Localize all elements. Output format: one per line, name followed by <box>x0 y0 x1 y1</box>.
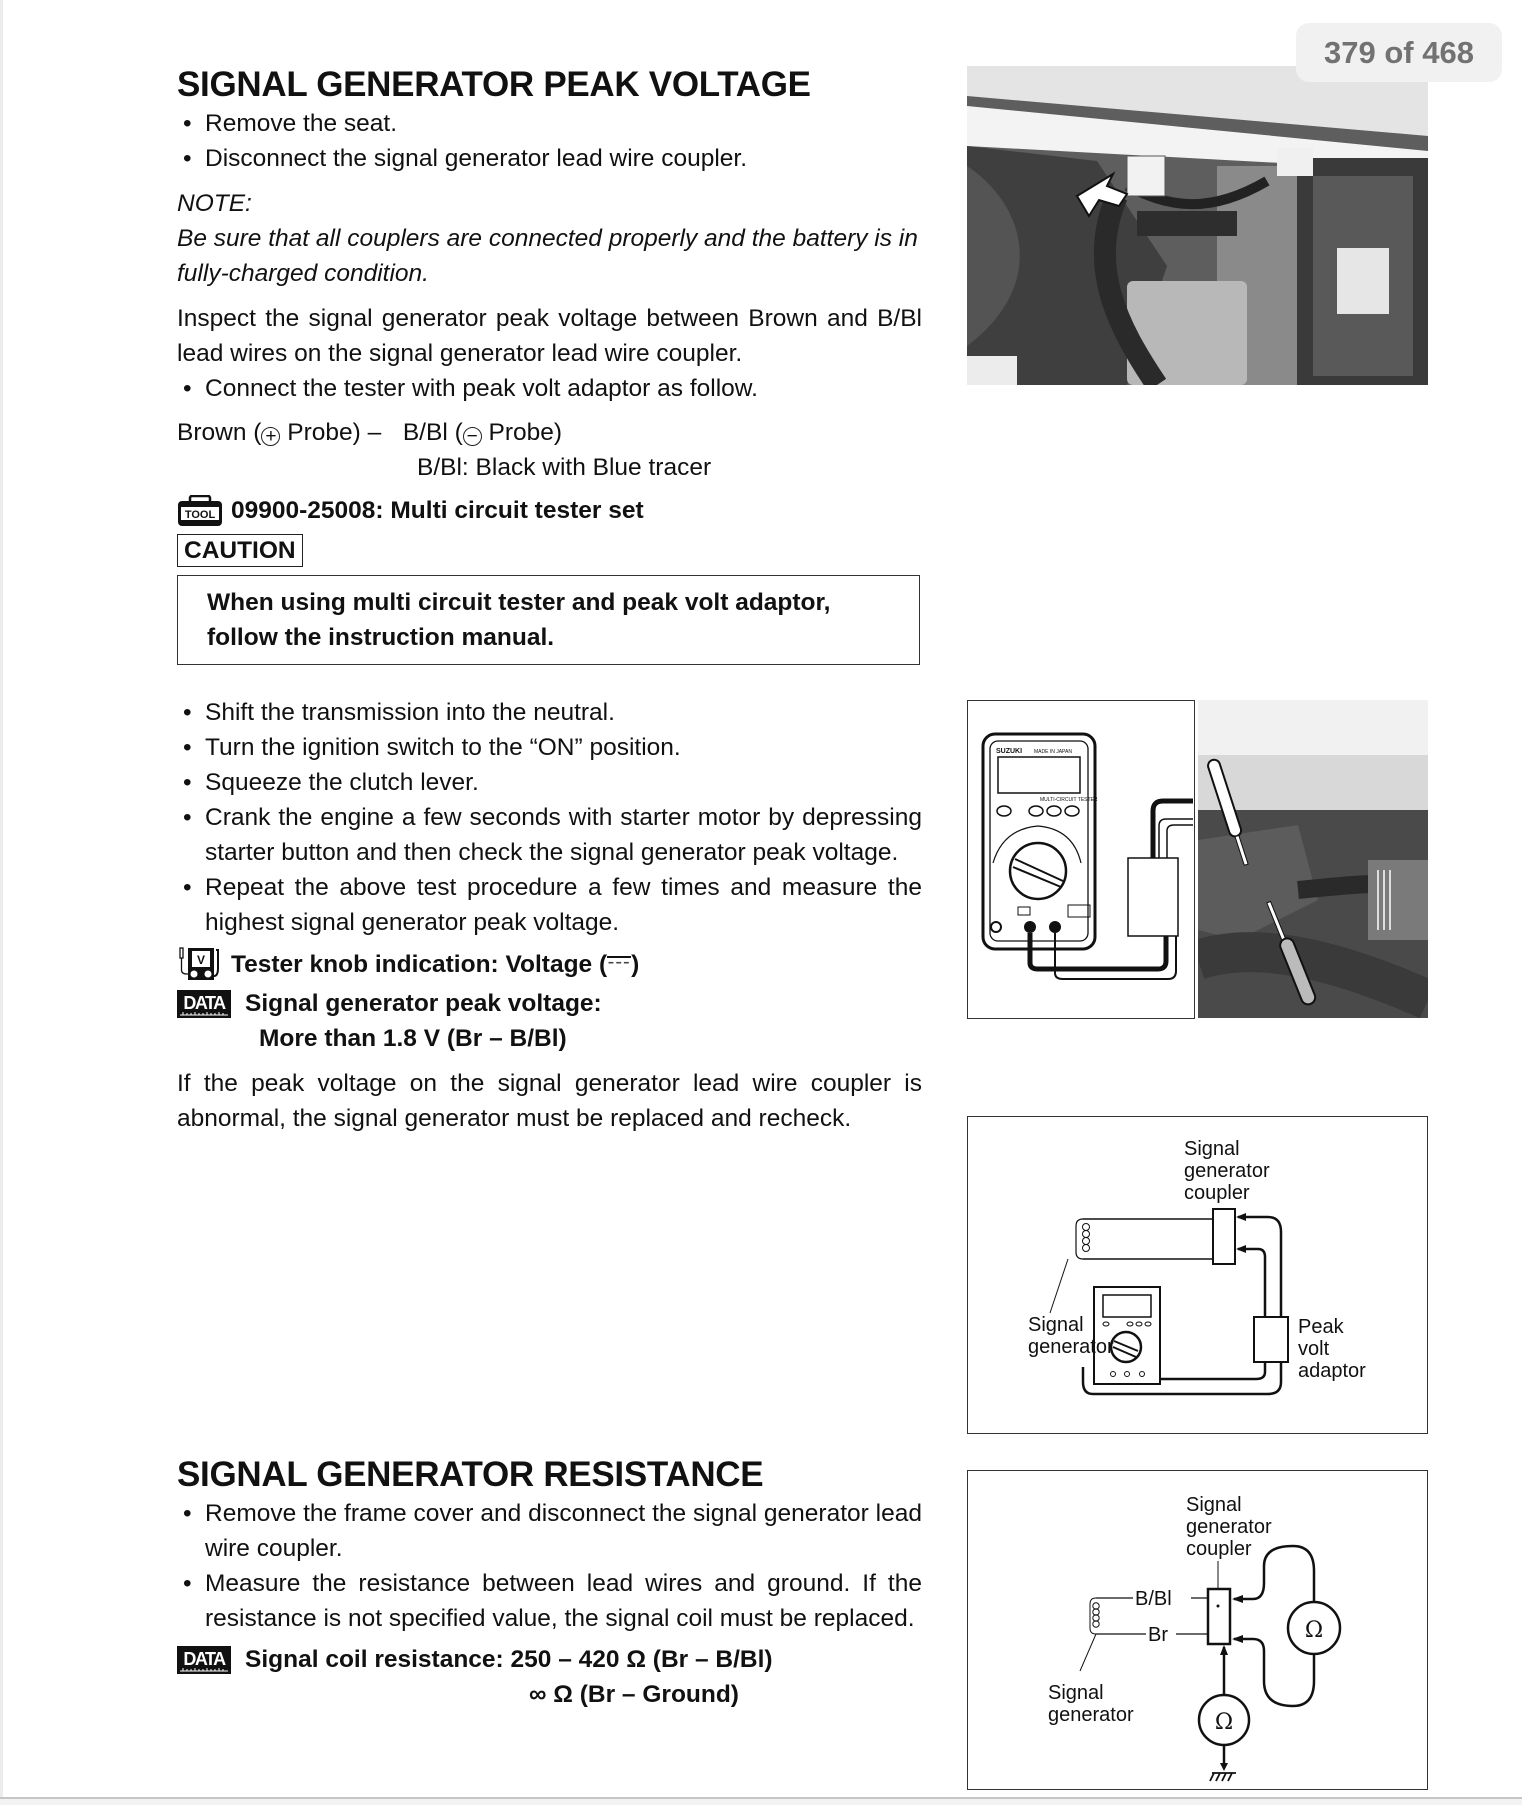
photo-probes-in-coupler <box>1198 700 1428 1018</box>
spec-label: Signal coil resistance: <box>245 1646 511 1673</box>
svg-text:adaptor: adaptor <box>1298 1360 1366 1382</box>
step-remove-frame-cover: • Remove the frame cover and disconnect the signal generator lead wire coupler. <box>177 1496 922 1566</box>
viewer-left-edge <box>0 0 3 1803</box>
svg-text:V: V <box>196 953 206 967</box>
spec-value-br-bbl: 250 – 420 Ω (Br – B/Bl) <box>510 1646 773 1673</box>
minus-probe-icon: − <box>463 427 482 446</box>
multimeter-icon <box>177 946 223 982</box>
svg-text:DATA: DATA <box>183 993 225 1013</box>
svg-text:SUZUKI: SUZUKI <box>996 748 1023 755</box>
tester-connection-illustration <box>967 700 1195 1019</box>
section-resistance <box>177 1456 922 1712</box>
svg-text:volt: volt <box>1298 1338 1330 1360</box>
caution-text: When using multi circuit tester and peak volt adaptor, follow the instruction manual. <box>207 589 831 651</box>
spec-value: More than 1.8 V (Br – B/Bl) <box>259 1025 567 1052</box>
step-connect-tester: • Connect the tester with peak volt adaptor as follow. <box>177 371 922 406</box>
coupler-photo-illustration <box>967 66 1428 385</box>
data-spec-icon <box>177 990 231 1018</box>
special-tool-line <box>177 493 922 528</box>
note-label: NOTE: <box>177 190 252 217</box>
section-peak-voltage <box>177 66 922 1136</box>
step-ignition-on: • Turn the ignition switch to the “ON” position. <box>177 730 922 765</box>
svg-text:Signal: Signal <box>1048 1682 1104 1704</box>
svg-text:generator: generator <box>1048 1704 1134 1726</box>
resistance-circuit-diagram <box>968 1471 1426 1788</box>
probe-photo-illustration <box>1198 700 1428 1018</box>
caution-label: CAUTION <box>177 534 303 567</box>
svg-text:Ω: Ω <box>1214 1710 1234 1735</box>
step-measure-resistance: • Measure the resistance between lead wires and ground. If the resistance is not specified value, the signal coil must be replaced. <box>177 1566 922 1636</box>
svg-text:Peak: Peak <box>1298 1316 1344 1338</box>
data-spec-icon <box>177 1646 231 1674</box>
note-text: Be sure that all couplers are connected properly and the battery is in fully-charged condition. <box>177 225 918 287</box>
tester-knob-text: Tester knob indication: Voltage (---) <box>231 950 640 978</box>
plus-probe-icon: + <box>261 427 280 446</box>
svg-text:Signal: Signal <box>1186 1494 1242 1516</box>
step-squeeze-clutch: • Squeeze the clutch lever. <box>177 765 922 800</box>
step-repeat-test: • Repeat the above test procedure a few times and measure the highest signal generator peak voltage. <box>177 870 922 940</box>
svg-text:Ω: Ω <box>1304 1618 1324 1643</box>
diagram-peak-voltage-circuit <box>967 1116 1428 1434</box>
multimeter-illustration <box>968 701 1193 1017</box>
svg-text:B/Bl: B/Bl <box>1135 1588 1172 1610</box>
tester-knob-line <box>177 946 922 982</box>
photo-coupler-location <box>967 66 1428 385</box>
step-neutral: • Shift the transmission into the neutral. <box>177 695 922 730</box>
svg-text:coupler: coupler <box>1184 1182 1250 1204</box>
test-procedure-steps <box>177 695 922 940</box>
spec-label: Signal generator peak voltage: <box>245 990 602 1017</box>
coil-resistance-spec <box>177 1642 922 1712</box>
svg-text:MULTI-CIRCUIT TESTER: MULTI-CIRCUIT TESTER <box>1040 797 1098 803</box>
wire-color-legend: B/Bl: Black with Blue tracer <box>417 454 712 481</box>
svg-text:TOOL: TOOL <box>184 508 216 521</box>
conclusion-paragraph: If the peak voltage on the signal generator lead wire coupler is abnormal, the signal generator must be replaced and recheck. <box>177 1070 922 1132</box>
tool-part-number: 09900-25008: Multi circuit tester set <box>231 497 644 524</box>
inspect-paragraph: Inspect the signal generator peak voltage between Brown and B/Bl lead wires on the signal generator lead wire coupler. <box>177 305 922 367</box>
caution-panel <box>177 575 920 665</box>
svg-text:Signal: Signal <box>1184 1138 1240 1160</box>
svg-text:generator: generator <box>1184 1160 1270 1182</box>
svg-text:generator: generator <box>1186 1516 1272 1538</box>
step-crank-engine: • Crank the engine a few seconds with starter motor by depressing starter button and then check the signal generator peak voltage. <box>177 800 922 870</box>
peak-voltage-spec <box>177 986 922 1056</box>
dc-voltage-icon: --- <box>607 950 631 973</box>
tool-box-icon <box>177 495 223 527</box>
page-indicator: 379 of 468 <box>1296 23 1502 82</box>
svg-text:generator: generator <box>1028 1336 1114 1358</box>
svg-text:Signal: Signal <box>1028 1314 1084 1336</box>
peak-voltage-circuit-diagram <box>968 1117 1426 1432</box>
svg-text:Br: Br <box>1148 1624 1168 1646</box>
svg-text:coupler: coupler <box>1186 1538 1252 1560</box>
viewer-bottom-edge <box>0 1797 1522 1805</box>
section-title-resistance: SIGNAL GENERATOR RESISTANCE <box>177 1455 764 1494</box>
svg-text:MADE IN JAPAN: MADE IN JAPAN <box>1034 749 1072 755</box>
section-title-peak-voltage: SIGNAL GENERATOR PEAK VOLTAGE <box>177 65 811 104</box>
diagram-resistance-circuit <box>967 1470 1428 1790</box>
svg-text:DATA: DATA <box>183 1649 225 1669</box>
probe-connection-line: Brown ( + Probe) – B/Bl ( − Probe) <box>177 419 563 447</box>
step-remove-seat: • Remove the seat. <box>177 106 922 141</box>
step-disconnect-coupler: • Disconnect the signal generator lead wire coupler. <box>177 141 922 176</box>
spec-value-br-ground: ∞ Ω (Br – Ground) <box>529 1681 739 1708</box>
